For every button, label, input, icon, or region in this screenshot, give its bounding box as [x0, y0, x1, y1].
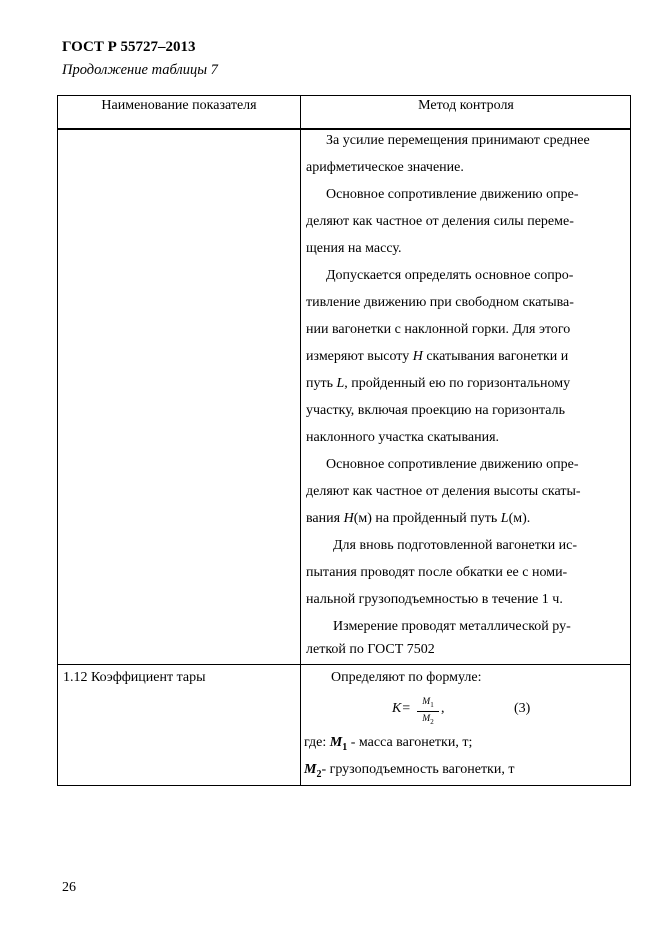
data-table [57, 95, 631, 786]
symbol-m2: $M_2$ [304, 762, 322, 780]
method-line: леткой по ГОСТ 7502 [306, 642, 435, 657]
method-line: наклонного участка скатывания. [306, 430, 500, 445]
document-title: ГОСТ Р 55727–2013 [62, 39, 196, 55]
method-line [301, 508, 631, 530]
formula-block [301, 696, 631, 728]
method-line: Измерение проводят металлической ру- [333, 619, 571, 634]
method-line: пытания проводят после обкатки ее с номи- [306, 565, 568, 580]
method-line: За усилие перемещения принимают среднее [326, 133, 590, 148]
variable-l: L [500, 511, 509, 526]
column-header-indicator: Наименование показателя [101, 98, 257, 113]
method-line [301, 759, 631, 781]
method-line: Основное сопротивление движению опре- [326, 457, 579, 472]
fraction-numerator: $M_1$ [422, 697, 434, 709]
method-line: нальной грузоподъемностью в течение 1 ч. [306, 592, 563, 607]
method-text: путь [306, 376, 333, 391]
method-text: , пройденный ею по горизонтальному [344, 376, 571, 391]
method-line: участку, включая проекцию на горизонталь [306, 403, 565, 418]
method-line: Допускается определять основное сопро- [326, 268, 574, 283]
method-line: нии вагонетки с наклонной горки. Для этого [306, 322, 571, 337]
method-line: Определяют по формуле: [331, 670, 482, 685]
page-number: 26 [62, 880, 76, 895]
m1-description: - масса вагонетки, т; [347, 735, 473, 750]
row-divider [58, 664, 630, 665]
method-text: вания [306, 511, 341, 526]
method-line: щения на массу. [306, 241, 402, 256]
variable-l: L [336, 376, 345, 391]
method-line: деляют как частное от деления силы переме- [306, 214, 574, 229]
formula-comma: , [441, 701, 445, 716]
fraction-bar [417, 711, 439, 712]
method-line: тивление движению при свободном скатыва- [306, 295, 574, 310]
formula-lhs: K= [392, 701, 411, 716]
formula-number: (3) [514, 701, 531, 716]
formula-fraction [417, 697, 439, 726]
method-line [301, 732, 631, 754]
method-text: измеряют высоту [306, 349, 410, 364]
symbol-m1: $M_1$ [329, 735, 348, 753]
column-header-method: Метод контроля [418, 98, 514, 113]
table-continuation-caption: Продолжение таблицы 7 [62, 62, 218, 78]
indicator-tare-coefficient: 1.12 Коэффициент тары [63, 670, 206, 685]
m2-description: - грузоподъемность вагонетки, т [321, 762, 515, 777]
method-line [301, 346, 631, 368]
method-line: арифметическое значение. [306, 160, 464, 175]
method-line [301, 373, 631, 395]
method-text: (м). [508, 511, 531, 526]
method-line: Для вновь подготовленной вагонетки ис- [333, 538, 578, 553]
method-text: скатывания вагонетки и [426, 349, 569, 364]
fraction-denominator: $M_2$ [422, 713, 434, 726]
where-prefix: где: [304, 735, 327, 750]
method-line: деляют как частное от деления высоты скаты- [306, 484, 581, 499]
variable-h: H [343, 511, 354, 526]
variable-h: H [412, 349, 423, 364]
method-text: (м) на пройденный путь [353, 511, 498, 526]
method-line: Основное сопротивление движению опре- [326, 187, 579, 202]
